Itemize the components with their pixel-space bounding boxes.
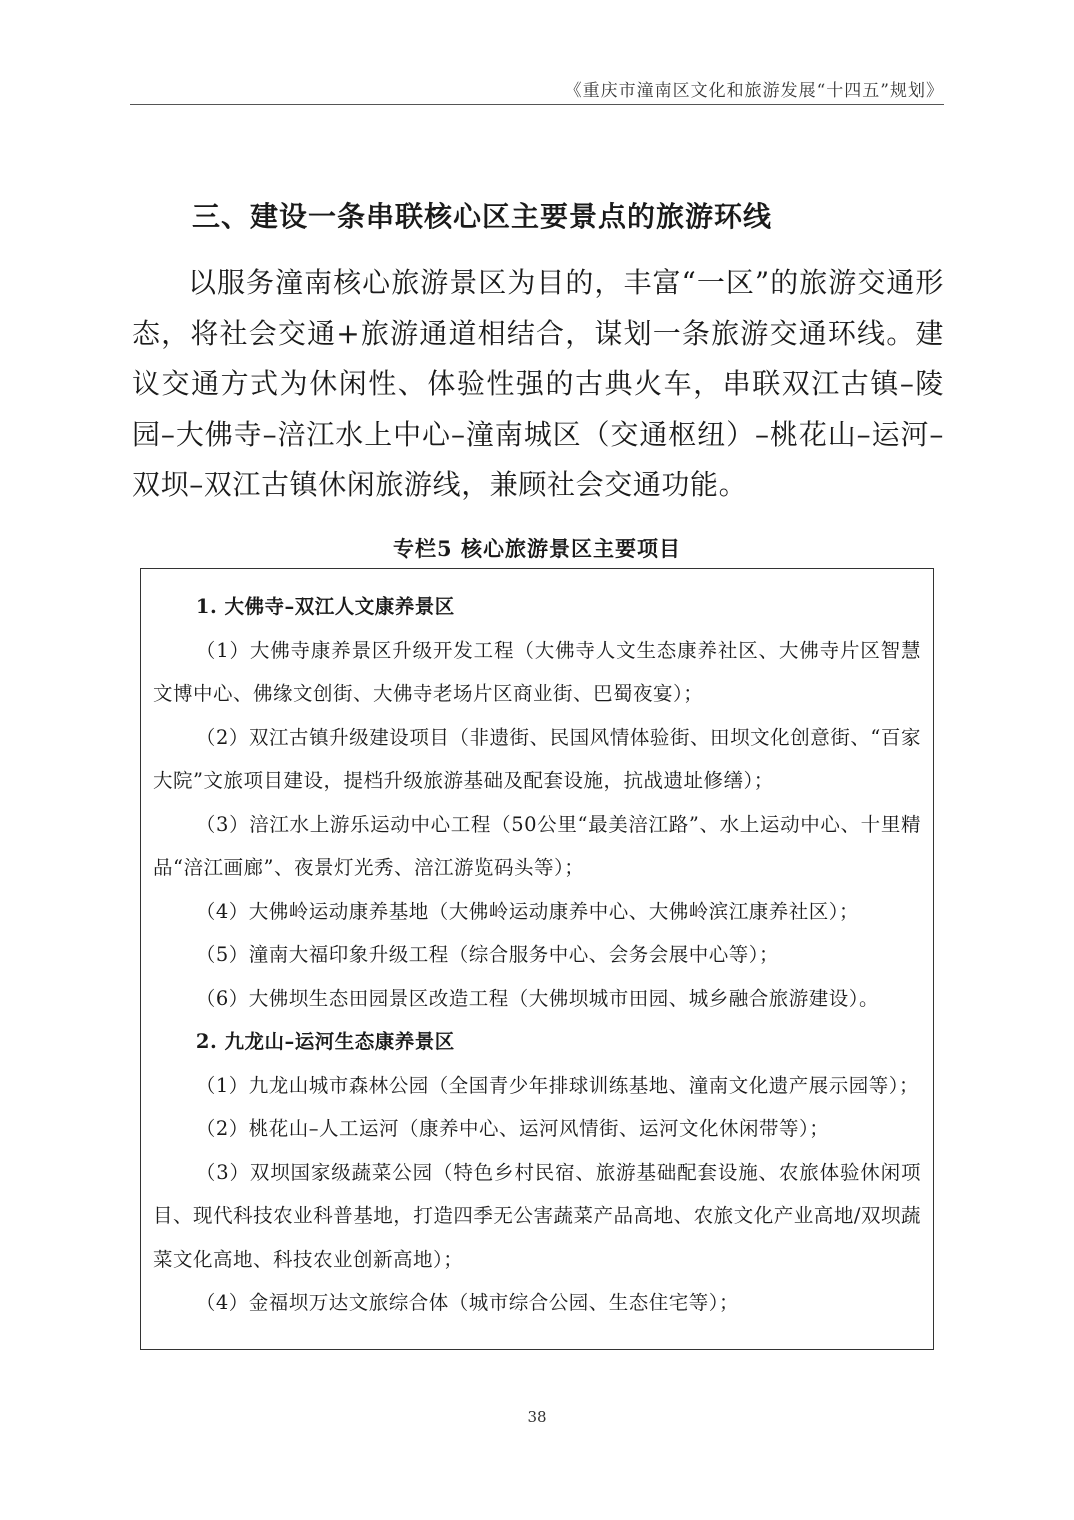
section-heading: 三、建设一条串联核心区主要景点的旅游环线 bbox=[192, 200, 773, 233]
group-heading: 1. 大佛寺–双江人文康养景区 bbox=[195, 595, 455, 618]
list-item: （3）双坝国家级蔬菜公园（特色乡村民宿、旅游基础配套设施、农旅体验休闲项目、现代科技农业科普基地，打造四季无公害蔬菜产品高地、农旅文化产业高地/双坝蔬菜文化高地、科技农业创新高地）； bbox=[153, 1160, 921, 1271]
list-item: （5）潼南大福印象升级工程（综合服务中心、会务会展中心等）； bbox=[195, 943, 780, 966]
list-item: （6）大佛坝生态田园景区改造工程（大佛坝城市田园、城乡融合旅游建设）。 bbox=[195, 986, 880, 1010]
feature-box bbox=[140, 568, 934, 1350]
body-paragraph: 以服务潼南核心旅游景区为目的，丰富“一区”的旅游交通形态，将社会交通+旅游通道相结合，谋划一条旅游交通环线。建议交通方式为休闲性、体验性强的古典火车，串联双江古镇–陵园–大佛寺–涪江水上中心–潼南城区（交通枢纽）–桃花山–运河–双坝–双江古镇休闲旅游线，兼顾社会交通功能。 bbox=[132, 266, 944, 501]
header-divider bbox=[130, 104, 944, 105]
group-heading: 2. 九龙山–运河生态康养景区 bbox=[195, 1030, 455, 1053]
list-item: （2）双江古镇升级建设项目（非遗街、民国风情体验街、田坝文化创意街、“百家大院”文旅项目建设，提档升级旅游基础及配套设施，抗战遗址修缮）； bbox=[153, 725, 921, 792]
page-number: 38 bbox=[527, 1408, 547, 1426]
running-header-title: 《重庆市潼南区文化和旅游发展“十四五”规划》 bbox=[564, 81, 944, 101]
list-item: （2）桃花山–人工运河（康养中心、运河风情街、运河文化休闲带等）； bbox=[195, 1117, 830, 1140]
list-item: （3）涪江水上游乐运动中心工程（50公里“最美涪江路”、水上运动中心、十里精品“涪江画廊”、夜景灯光秀、涪江游览码头等）； bbox=[153, 812, 921, 879]
box-title: 专栏5 核心旅游景区主要项目 bbox=[393, 536, 681, 561]
list-item: （1）大佛寺康养景区升级开发工程（大佛寺人文生态康养社区、大佛寺片区智慧文博中心、佛缘文创街、大佛寺老场片区商业街、巴蜀夜宴）； bbox=[153, 638, 921, 705]
list-item: （4）大佛岭运动康养基地（大佛岭运动康养中心、大佛岭滨江康养社区）； bbox=[195, 899, 860, 923]
list-item: （1）九龙山城市森林公园（全国青少年排球训练基地、潼南文化遗产展示园等）； bbox=[195, 1073, 920, 1097]
list-item: （4）金福坝万达文旅综合体（城市综合公园、生态住宅等）； bbox=[195, 1291, 740, 1314]
